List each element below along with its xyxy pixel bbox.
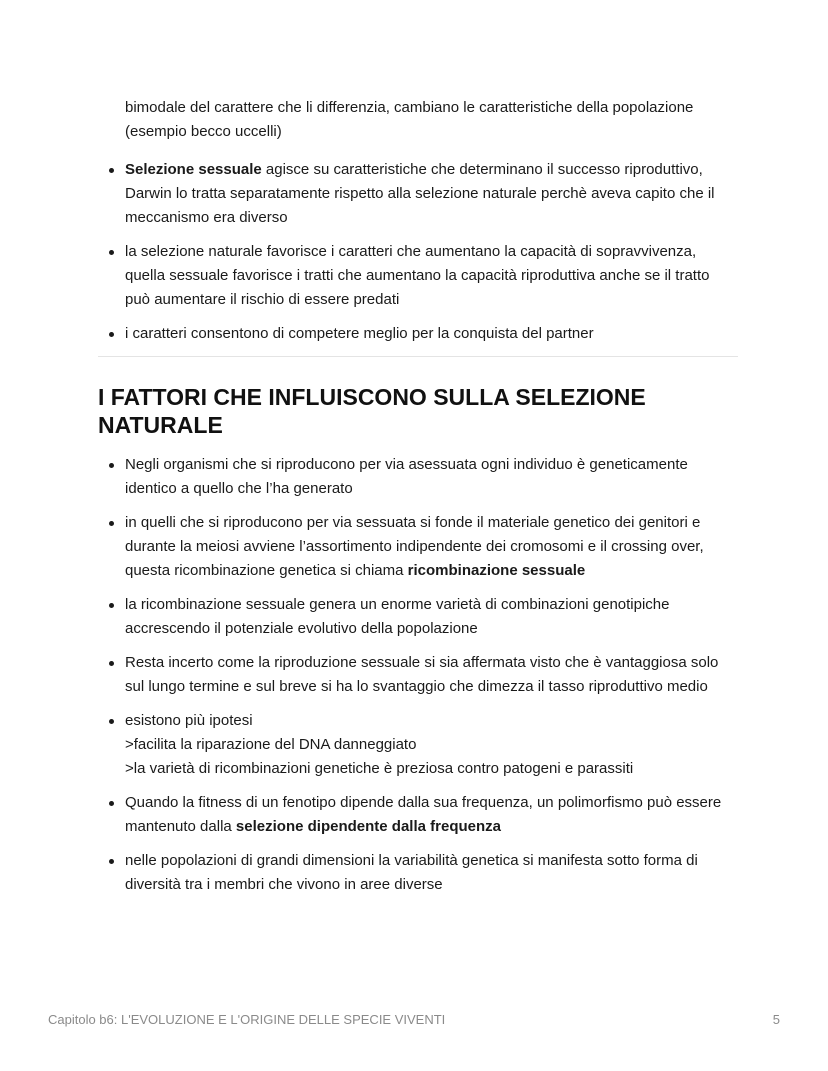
bullet-icon: [109, 250, 114, 255]
list-item-text: nelle popolazioni di grandi dimensioni la variabilità genetica si manifesta sotto forma di diversità tra i membri che vivono in aree diverse: [125, 852, 698, 893]
footer-chapter-title: Capitolo b6: L'EVOLUZIONE E L'ORIGINE DELLE SPECIE VIVENTI: [48, 1012, 446, 1027]
intro-continuation: bimodale del carattere che li differenzia, cambiano le caratteristiche della popolazione (esempio becco uccelli): [125, 99, 694, 140]
list-item-text: in quelli che si riproducono per via sessuata si fonde il materiale genetico dei genitori e durante la meiosi avviene l’assortimento indipendente dei cromosomi e il crossing over, questa ricombinazione genetica si chiama: [125, 514, 704, 579]
term-bold: Selezione sessuale: [125, 161, 262, 178]
list-item-text: agisce su caratteristiche che determinano il successo riproduttivo, Darwin lo tratta separatamente rispetto alla selezione naturale perchè aveva capito che il meccanismo era diverso: [125, 161, 715, 226]
list-item-text: Quando la fitness di un fenotipo dipende dalla sua frequenza, un polimorfismo può essere mantenuto dalla: [125, 794, 722, 835]
list-item-text: i caratteri consentono di competere meglio per la conquista del partner: [125, 325, 594, 342]
bullet-icon: [109, 859, 114, 864]
list-item: [98, 322, 738, 346]
list-item-text: Negli organismi che si riproducono per via asessuata ogni individuo è geneticamente identico a quello che l’ha generato: [125, 456, 688, 497]
list-item: [98, 240, 738, 312]
list-item-line: esistono più ipotesi: [125, 712, 253, 729]
section-divider: [98, 356, 738, 357]
list-item-text: la ricombinazione sessuale genera un enorme varietà di combinazioni genotipiche accrescendo il potenziale evolutivo della popolazione: [125, 596, 670, 637]
page-content: [98, 96, 738, 907]
sexual-selection-list: [98, 158, 738, 346]
list-item: [98, 511, 738, 583]
list-item-text: Resta incerto come la riproduzione sessuale si sia affermata visto che è vantaggiosa solo sul lungo termine e sul breve si ha lo svantaggio che dimezza il tasso riproduttivo medio: [125, 654, 719, 695]
page-footer: [48, 1012, 780, 1027]
list-item-line: >facilita la riparazione del DNA danneggiato: [125, 736, 417, 753]
section-heading: I FATTORI CHE INFLUISCONO SULLA SELEZIONE NATURALE: [98, 384, 646, 438]
list-item: [98, 453, 738, 501]
bullet-icon: [109, 801, 114, 806]
bullet-icon: [109, 332, 114, 337]
list-item: [98, 849, 738, 897]
term-bold: ricombinazione sessuale: [407, 562, 586, 579]
list-item: [98, 709, 738, 781]
bullet-icon: [109, 521, 114, 526]
bullet-icon: [109, 661, 114, 666]
bullet-icon: [109, 463, 114, 468]
bullet-icon: [109, 603, 114, 608]
list-item-text: la selezione naturale favorisce i caratteri che aumentano la capacità di sopravvivenza, quella sessuale favorisce i tratti che aumentano la capacità riproduttiva anche se il tratto può aumentare il rischio di essere predati: [125, 243, 710, 308]
list-item-line: >la varietà di ricombinazioni genetiche è preziosa contro patogeni e parassiti: [125, 760, 634, 777]
list-item: [98, 593, 738, 641]
page-number: 5: [772, 1012, 780, 1027]
factors-list: [98, 453, 738, 897]
bullet-icon: [109, 719, 114, 724]
bullet-icon: [109, 168, 114, 173]
list-item: [98, 651, 738, 699]
list-item: [98, 158, 738, 230]
list-item: [98, 791, 738, 839]
term-bold: selezione dipendente dalla frequenza: [235, 818, 501, 835]
